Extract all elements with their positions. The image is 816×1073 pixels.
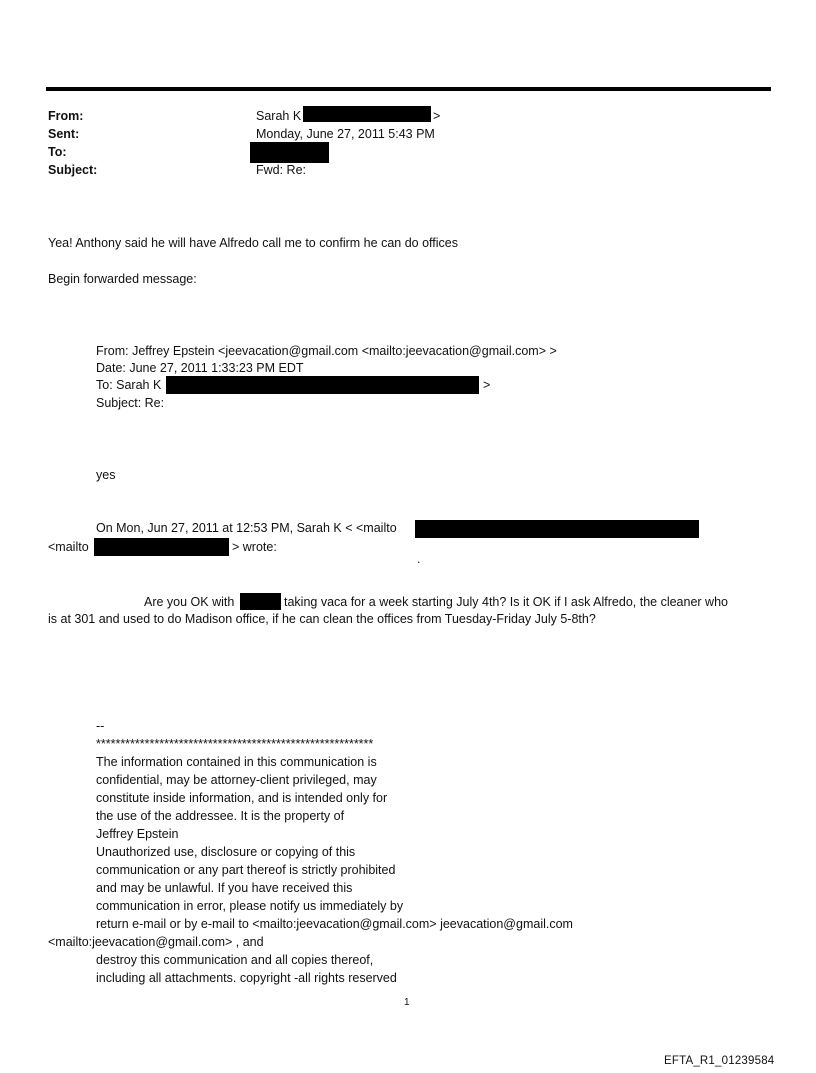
fwd-to-close: >	[483, 378, 491, 392]
fwd-from-line: From: Jeffrey Epstein <jeevacation@gmail.com <mailto:jeevacation@gmail.com> >	[96, 344, 557, 358]
sent-label: Sent:	[48, 127, 80, 141]
disclaimer-line: return e-mail or by e-mail to <mailto:jeevacation@gmail.com> jeevacation@gmail.com	[96, 917, 573, 931]
fwd-subject-line: Subject: Re:	[96, 396, 165, 410]
redaction-block	[303, 106, 431, 122]
disclaimer-line: The information contained in this communication is	[96, 755, 377, 769]
quoted-wrote: > wrote:	[232, 540, 277, 554]
from-name: Sarah K	[256, 109, 302, 123]
question-part1: Are you OK with	[144, 595, 235, 609]
disclaimer-line: Jeffrey Epstein	[96, 827, 179, 841]
subject-label: Subject:	[48, 163, 98, 177]
disclaimer-line: including all attachments. copyright -all rights reserved	[96, 971, 397, 985]
signature-dashes: --	[96, 719, 105, 733]
question-part2: taking vaca for a week starting July 4th? Is it OK if I ask Alfredo, the cleaner who	[284, 595, 728, 609]
sent-value: Monday, June 27, 2011 5:43 PM	[256, 127, 435, 141]
disclaimer-line: constitute inside information, and is intended only for	[96, 791, 388, 805]
redaction-block	[250, 142, 329, 163]
from-close: >	[433, 109, 441, 123]
redaction-block	[166, 376, 479, 394]
disclaimer-line: destroy this communication and all copies thereof,	[96, 953, 374, 967]
subject-value: Fwd: Re:	[256, 163, 307, 177]
begin-forwarded: Begin forwarded message:	[48, 272, 197, 286]
to-label: To:	[48, 145, 67, 159]
fwd-date-line: Date: June 27, 2011 1:33:23 PM EDT	[96, 361, 304, 375]
stray-dot: .	[417, 552, 421, 566]
quoted-mailto: <mailto	[48, 540, 89, 554]
disclaimer-line: Unauthorized use, disclosure or copying of this	[96, 845, 356, 859]
redaction-block	[94, 538, 229, 556]
fwd-to-line: To: Sarah K	[96, 378, 162, 392]
disclaimer-outdent-line: <mailto:jeevacation@gmail.com> , and	[48, 935, 264, 949]
disclaimer-line: and may be unlawful. If you have received this	[96, 881, 353, 895]
disclaimer-line: confidential, may be attorney-client privileged, may	[96, 773, 377, 787]
disclaimer-line: communication in error, please notify us immediately by	[96, 899, 404, 913]
document-id: EFTA_R1_01239584	[664, 1055, 775, 1067]
reply-text: yes	[96, 468, 116, 482]
redaction-block	[240, 593, 281, 610]
disclaimer-line: communication or any part thereof is strictly prohibited	[96, 863, 396, 877]
from-label: From:	[48, 109, 84, 123]
body-line: Yea! Anthony said he will have Alfredo call me to confirm he can do offices	[48, 236, 458, 250]
disclaimer-line: the use of the addressee. It is the property of	[96, 809, 345, 823]
header-rule	[46, 87, 771, 91]
page-number: 1	[404, 997, 410, 1008]
quoted-on-line: On Mon, Jun 27, 2011 at 12:53 PM, Sarah K < <mailto	[96, 521, 397, 535]
redaction-block	[415, 520, 699, 538]
stars-line: *********************************************************	[96, 737, 374, 751]
question-line2: is at 301 and used to do Madison office, if he can clean the offices from Tuesday-Friday July 5-8th?	[48, 612, 596, 626]
